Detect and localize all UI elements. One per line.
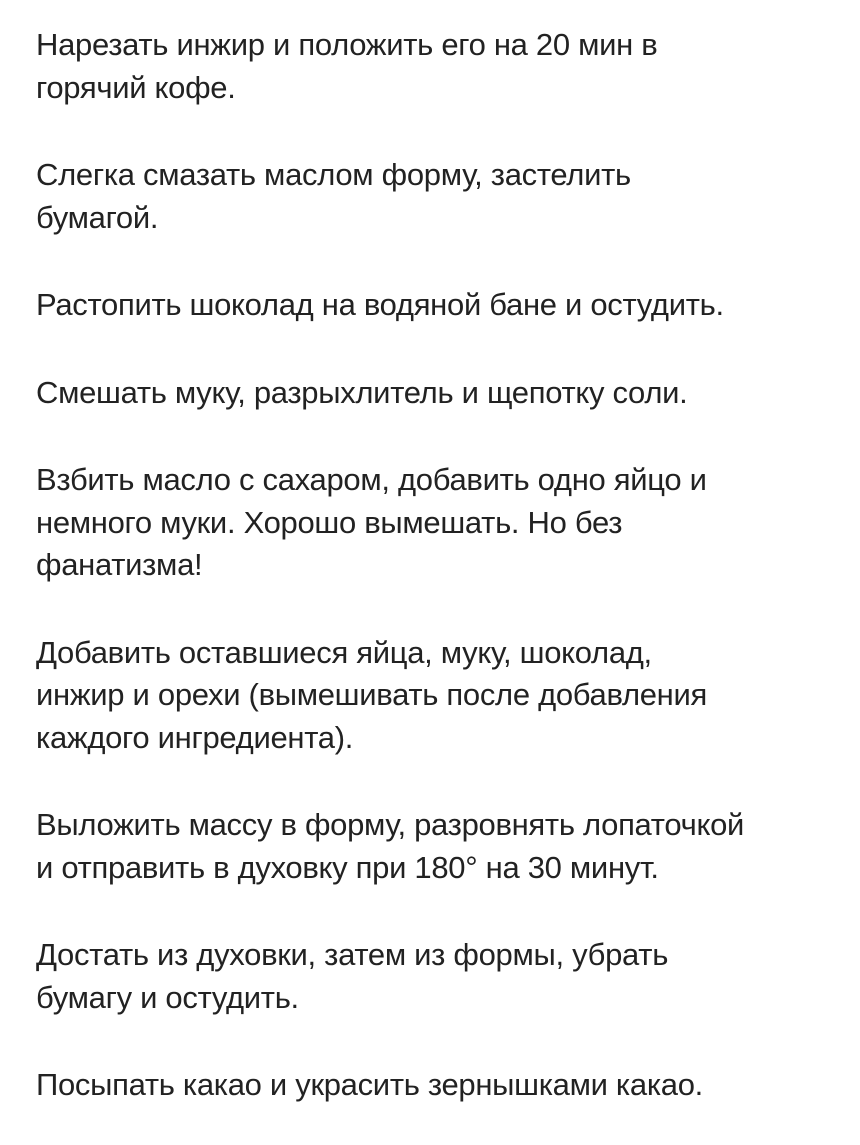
recipe-step-8: Достать из духовки, затем из формы, убрать бумагу и остудить. — [36, 937, 669, 1015]
recipe-step-2: Слегка смазать маслом форму, застелить бумагой. — [36, 157, 631, 235]
recipe-step-4: Смешать муку, разрыхлитель и щепотку соли. — [36, 374, 688, 410]
recipe-step-7: Выложить массу в форму, разровнять лопаточкой и отправить в духовку при 180° на 30 минут. — [36, 807, 745, 885]
recipe-step-5: Взбить масло с сахаром, добавить одно яйцо и немного муки. Хорошо вымешать. Но без фанатизма! — [36, 462, 707, 582]
recipe-step-9: Посыпать какао и украсить зернышками какао. — [36, 1067, 703, 1102]
recipe-step-3: Растопить шоколад на водяной бане и остудить. — [36, 287, 724, 322]
recipe-step-6: Добавить оставшиеся яйца, муку, шоколад, инжир и орехи (вымешивать после добавления каждого ингредиента). — [36, 634, 707, 755]
recipe-steps — [36, 24, 836, 1107]
recipe-step-1: Нарезать инжир и положить его на 20 мин в горячий кофе. — [36, 27, 658, 105]
